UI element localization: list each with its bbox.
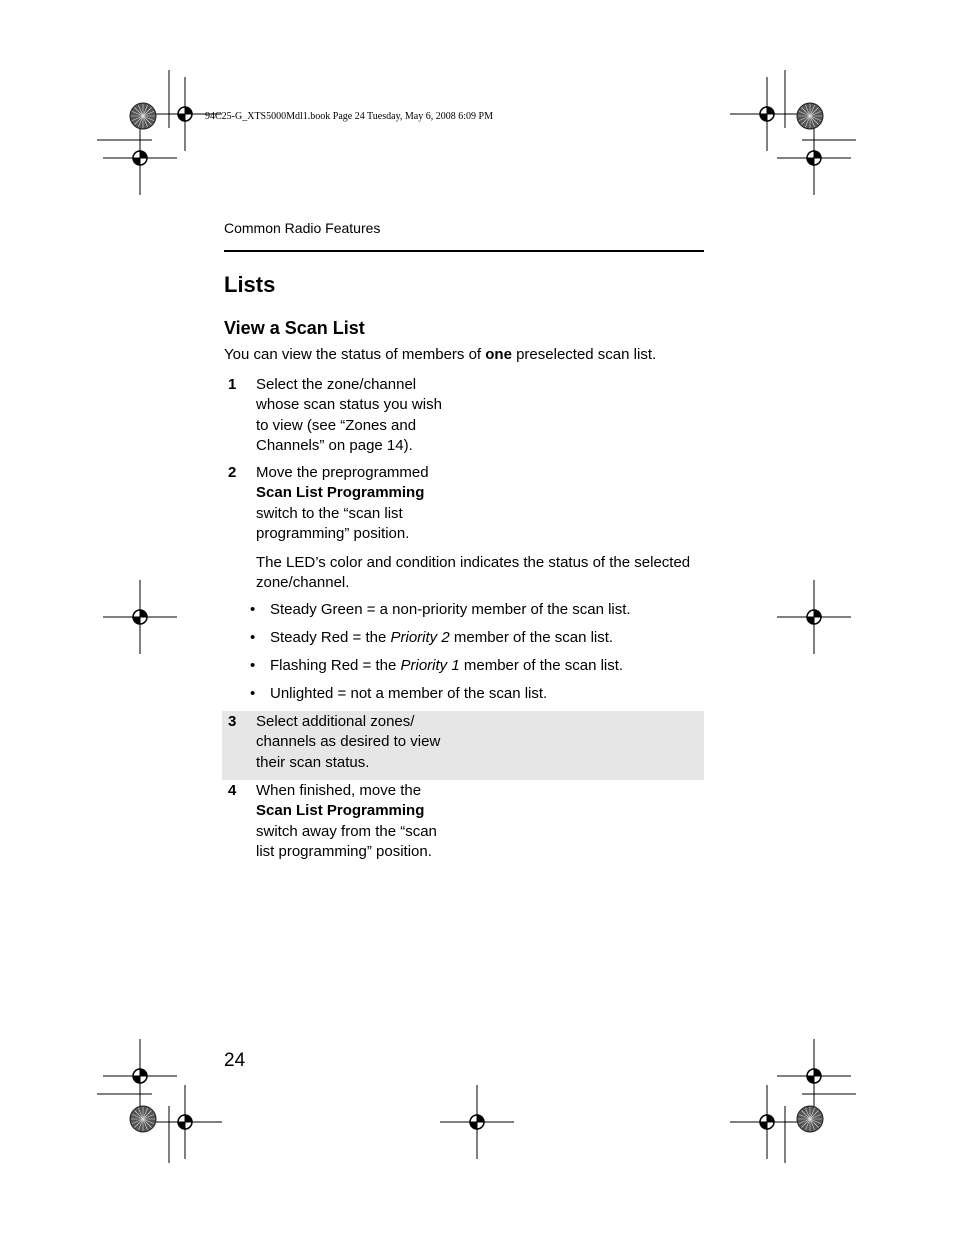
step-4: [222, 781, 704, 865]
step-number: 2: [228, 464, 237, 481]
page-title: Lists: [224, 272, 276, 297]
led-note: The LED’s color and condition indicates the status of the selected zone/channel.: [256, 554, 691, 591]
step-number: 3: [228, 713, 237, 730]
header-rule: [224, 250, 704, 252]
step-2: [222, 463, 704, 547]
step-1: [222, 375, 704, 459]
section-heading: View a Scan List: [224, 318, 365, 338]
step-number: 1: [228, 376, 237, 393]
step-number: 4: [228, 782, 237, 799]
switch-name: Scan List Programming: [256, 802, 425, 820]
switch-name: Scan List Programming: [256, 484, 425, 502]
intro-paragraph: You can view the status of members of one preselected scan list.: [224, 346, 657, 363]
step-text: When finished, move the Scan List Programming switch away from the “scan list programming” position.: [256, 782, 437, 860]
step-text: Select additional zones/ channels as desired to view their scan status.: [256, 713, 441, 771]
step-text: Select the zone/channel whose scan status you wish to view (see “Zones and Channels” on page 14).: [256, 376, 442, 454]
print-slug: 94C25-G_XTS5000Mdl1.book Page 24 Tuesday, May 6, 2008 6:09 PM: [205, 111, 493, 122]
running-header: Common Radio Features: [224, 220, 381, 236]
intro-emphasis: one: [485, 346, 512, 363]
step-3: [222, 711, 704, 780]
page-number: 24: [224, 1050, 246, 1071]
step-text: Move the preprogrammed Scan List Programming switch to the “scan list programming” position.: [256, 464, 429, 542]
